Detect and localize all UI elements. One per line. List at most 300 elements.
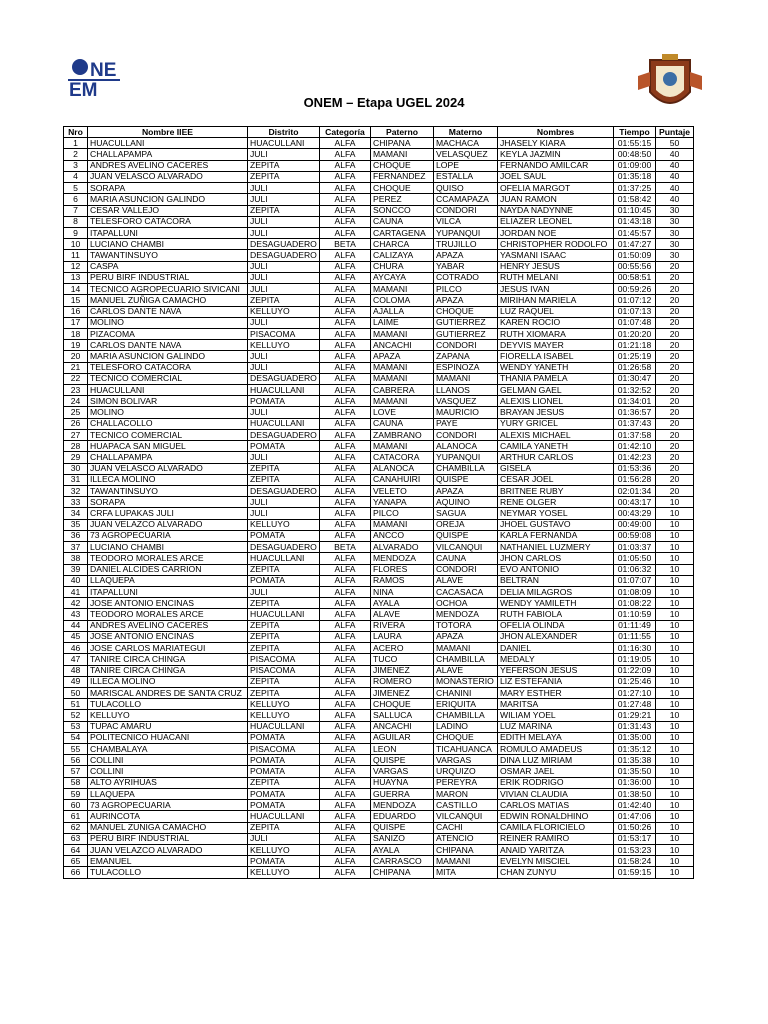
col-header-puntaje: Puntaje [656, 127, 694, 138]
cell-puntaje: 10 [656, 553, 694, 564]
cell-paterno: QUISPE [371, 755, 434, 766]
cell-puntaje: 10 [656, 811, 694, 822]
table-row [64, 856, 694, 867]
table-row [64, 631, 694, 642]
table-row [64, 261, 694, 272]
cell-distrito: JULI [248, 272, 320, 283]
cell-nombres: ALEXIS MICHAEL [498, 429, 614, 440]
cell-puntaje: 40 [656, 171, 694, 182]
table-row [64, 553, 694, 564]
cell-nro: 15 [64, 295, 88, 306]
cell-puntaje: 10 [656, 497, 694, 508]
cell-paterno: AYALA [371, 598, 434, 609]
cell-paterno: CHIPANA [371, 138, 434, 149]
cell-paterno: ANCCO [371, 530, 434, 541]
cell-distrito: DESAGUADERO [248, 429, 320, 440]
cell-materno: MITA [434, 867, 498, 878]
cell-nro: 41 [64, 586, 88, 597]
table-row [64, 542, 694, 553]
cell-nombres: THANIA PAMELA [498, 373, 614, 384]
cell-categoria: ALFA [320, 575, 371, 586]
cell-paterno: YANAPA [371, 497, 434, 508]
cell-nombres: JUAN RAMON [498, 194, 614, 205]
cell-nombre-iiee: MARIA ASUNCION GALINDO [88, 351, 248, 362]
cell-distrito: ZEPITA [248, 822, 320, 833]
cell-paterno: ANCACHI [371, 721, 434, 732]
cell-puntaje: 10 [656, 710, 694, 721]
cell-nombres: ANAID YARITZA [498, 845, 614, 856]
cell-materno: VARGAS [434, 755, 498, 766]
cell-nombres: BELTRAN [498, 575, 614, 586]
table-row [64, 418, 694, 429]
cell-materno: ESTALLA [434, 171, 498, 182]
cell-categoria: ALFA [320, 755, 371, 766]
cell-tiempo: 01:07:12 [614, 295, 656, 306]
cell-materno: LLANOS [434, 385, 498, 396]
table-row [64, 620, 694, 631]
table-row [64, 586, 694, 597]
cell-nombre-iiee: LUCIANO CHAMBI [88, 239, 248, 250]
table-row [64, 216, 694, 227]
cell-distrito: JULI [248, 833, 320, 844]
cell-categoria: ALFA [320, 441, 371, 452]
cell-nombre-iiee: CHALLAPAMPA [88, 452, 248, 463]
cell-categoria: ALFA [320, 138, 371, 149]
cell-nombre-iiee: JUAN VELASCO ALVARADO [88, 171, 248, 182]
table-row [64, 721, 694, 732]
cell-paterno: CARRASCO [371, 856, 434, 867]
cell-nro: 4 [64, 171, 88, 182]
cell-materno: CHAMBILLA [434, 463, 498, 474]
cell-categoria: ALFA [320, 373, 371, 384]
cell-puntaje: 20 [656, 429, 694, 440]
cell-paterno: MENDOZA [371, 800, 434, 811]
cell-nombre-iiee: TECNICO AGROPECUARIO SIVICANI [88, 284, 248, 295]
cell-nombres: NAYDA NADYNNE [498, 205, 614, 216]
cell-tiempo: 01:55:15 [614, 138, 656, 149]
cell-materno: MAMANI [434, 856, 498, 867]
header-row [64, 127, 694, 138]
table-row [64, 183, 694, 194]
cell-materno: YABAR [434, 261, 498, 272]
cell-nro: 55 [64, 744, 88, 755]
cell-nombres: ROMULO AMADEUS [498, 744, 614, 755]
cell-distrito: DESAGUADERO [248, 250, 320, 261]
cell-materno: CACASACA [434, 586, 498, 597]
cell-paterno: JIMENEZ [371, 665, 434, 676]
cell-paterno: ACERO [371, 643, 434, 654]
cell-tiempo: 00:43:17 [614, 497, 656, 508]
cell-categoria: ALFA [320, 317, 371, 328]
cell-distrito: KELLUYO [248, 306, 320, 317]
cell-paterno: ALVARADO [371, 542, 434, 553]
cell-tiempo: 01:21:18 [614, 340, 656, 351]
cell-materno: VELASQUEZ [434, 149, 498, 160]
cell-nro: 3 [64, 160, 88, 171]
cell-paterno: MAMANI [371, 519, 434, 530]
cell-nro: 7 [64, 205, 88, 216]
cell-categoria: ALFA [320, 194, 371, 205]
cell-nro: 40 [64, 575, 88, 586]
cell-puntaje: 10 [656, 620, 694, 631]
cell-distrito: PISACOMA [248, 654, 320, 665]
cell-nro: 29 [64, 452, 88, 463]
cell-tiempo: 00:48:50 [614, 149, 656, 160]
cell-puntaje: 20 [656, 272, 694, 283]
cell-tiempo: 01:30:47 [614, 373, 656, 384]
cell-puntaje: 20 [656, 407, 694, 418]
cell-puntaje: 10 [656, 564, 694, 575]
cell-nombre-iiee: JOSE ANTONIO ENCINAS [88, 598, 248, 609]
cell-paterno: MAMANI [371, 362, 434, 373]
cell-paterno: NINA [371, 586, 434, 597]
cell-nombres: HENRY JESUS [498, 261, 614, 272]
cell-paterno: LAIME [371, 317, 434, 328]
cell-materno: ATENCIO [434, 833, 498, 844]
cell-nombres: WENDY YAMILETH [498, 598, 614, 609]
cell-nro: 14 [64, 284, 88, 295]
cell-nombre-iiee: TEODORO MORALES ARCE [88, 553, 248, 564]
cell-puntaje: 10 [656, 699, 694, 710]
cell-nombres: EVELYN MISCIEL [498, 856, 614, 867]
cell-nombres: GISELA [498, 463, 614, 474]
cell-tiempo: 01:47:06 [614, 811, 656, 822]
cell-tiempo: 00:58:51 [614, 272, 656, 283]
cell-nro: 1 [64, 138, 88, 149]
cell-distrito: JULI [248, 407, 320, 418]
cell-materno: OCHOA [434, 598, 498, 609]
cell-categoria: ALFA [320, 732, 371, 743]
cell-nro: 17 [64, 317, 88, 328]
table-row [64, 429, 694, 440]
cell-nro: 9 [64, 227, 88, 238]
cell-distrito: HUACULLANI [248, 721, 320, 732]
cell-nro: 58 [64, 777, 88, 788]
cell-categoria: ALFA [320, 284, 371, 295]
cell-distrito: POMATA [248, 575, 320, 586]
cell-paterno: CATACORA [371, 452, 434, 463]
cell-categoria: ALFA [320, 295, 371, 306]
cell-tiempo: 01:25:19 [614, 351, 656, 362]
table-row [64, 609, 694, 620]
cell-puntaje: 10 [656, 687, 694, 698]
cell-tiempo: 01:11:55 [614, 631, 656, 642]
cell-nombres: MEDALY [498, 654, 614, 665]
cell-materno: CACHI [434, 822, 498, 833]
cell-nombre-iiee: DANIEL ALCIDES CARRION [88, 564, 248, 575]
cell-nro: 50 [64, 687, 88, 698]
table-row [64, 373, 694, 384]
cell-puntaje: 10 [656, 643, 694, 654]
table-row [64, 654, 694, 665]
table-row [64, 530, 694, 541]
cell-nro: 11 [64, 250, 88, 261]
cell-puntaje: 10 [656, 654, 694, 665]
cell-nro: 47 [64, 654, 88, 665]
cell-nombres: RUTH FABIOLA [498, 609, 614, 620]
table-row [64, 250, 694, 261]
cell-categoria: ALFA [320, 205, 371, 216]
cell-tiempo: 01:35:38 [614, 755, 656, 766]
cell-nombre-iiee: CHALLACOLLO [88, 418, 248, 429]
cell-distrito: HUACULLANI [248, 609, 320, 620]
cell-nombres: LUZ MARINA [498, 721, 614, 732]
cell-tiempo: 01:32:52 [614, 385, 656, 396]
cell-nombres: ARTHUR CARLOS [498, 452, 614, 463]
cell-puntaje: 20 [656, 284, 694, 295]
table-row [64, 171, 694, 182]
cell-distrito: POMATA [248, 788, 320, 799]
cell-distrito: HUACULLANI [248, 811, 320, 822]
cell-nro: 2 [64, 149, 88, 160]
cell-puntaje: 10 [656, 845, 694, 856]
cell-categoria: ALFA [320, 272, 371, 283]
cell-paterno: SONCCO [371, 205, 434, 216]
cell-categoria: ALFA [320, 867, 371, 878]
cell-paterno: MAMANI [371, 284, 434, 295]
table-row [64, 205, 694, 216]
cell-nombres: WILIAM YOEL [498, 710, 614, 721]
table-row [64, 744, 694, 755]
table-row [64, 867, 694, 878]
cell-puntaje: 20 [656, 396, 694, 407]
cell-distrito: JULI [248, 497, 320, 508]
cell-tiempo: 01:07:07 [614, 575, 656, 586]
cell-materno: CONDORI [434, 205, 498, 216]
cell-categoria: ALFA [320, 744, 371, 755]
cell-categoria: ALFA [320, 362, 371, 373]
cell-paterno: ALANOCA [371, 463, 434, 474]
cell-materno: VILCANQUI [434, 542, 498, 553]
cell-nombre-iiee: TANIRE CIRCA CHINGA [88, 654, 248, 665]
cell-tiempo: 01:36:57 [614, 407, 656, 418]
cell-categoria: ALFA [320, 149, 371, 160]
col-header-nombre-iiee: Nombre IIEE [88, 127, 248, 138]
cell-nombres: KAREN ROCIO [498, 317, 614, 328]
cell-paterno: LOVE [371, 407, 434, 418]
cell-nro: 16 [64, 306, 88, 317]
cell-distrito: JULI [248, 452, 320, 463]
cell-nombre-iiee: TANIRE CIRCA CHINGA [88, 665, 248, 676]
cell-nro: 27 [64, 429, 88, 440]
cell-nombre-iiee: CARLOS DANTE NAVA [88, 306, 248, 317]
cell-nombres: CHAN ZUNYU [498, 867, 614, 878]
cell-nombre-iiee: TULACOLLO [88, 699, 248, 710]
cell-categoria: BETA [320, 542, 371, 553]
cell-tiempo: 01:03:37 [614, 542, 656, 553]
cell-nombre-iiee: ITAPALLUNI [88, 586, 248, 597]
cell-materno: MACHACA [434, 138, 498, 149]
cell-puntaje: 20 [656, 474, 694, 485]
cell-categoria: ALFA [320, 418, 371, 429]
cell-materno: CHIPANA [434, 845, 498, 856]
cell-distrito: KELLUYO [248, 845, 320, 856]
cell-nombre-iiee: LLAQUEPA [88, 788, 248, 799]
cell-materno: MONASTERIO [434, 676, 498, 687]
cell-nombres: VIVIAN CLAUDIA [498, 788, 614, 799]
cell-distrito: JULI [248, 261, 320, 272]
cell-materno: VILCANQUI [434, 811, 498, 822]
cell-tiempo: 01:35:00 [614, 732, 656, 743]
cell-categoria: ALFA [320, 429, 371, 440]
cell-materno: APAZA [434, 250, 498, 261]
cell-paterno: SALLUCA [371, 710, 434, 721]
cell-nombre-iiee: HUACULLANI [88, 385, 248, 396]
cell-nombre-iiee: ILLECA MOLINO [88, 676, 248, 687]
cell-distrito: KELLUYO [248, 710, 320, 721]
table-row [64, 272, 694, 283]
cell-nombre-iiee: CESAR VALLEJO [88, 205, 248, 216]
cell-nro: 52 [64, 710, 88, 721]
cell-nro: 64 [64, 845, 88, 856]
cell-nro: 61 [64, 811, 88, 822]
cell-tiempo: 01:10:45 [614, 205, 656, 216]
cell-categoria: ALFA [320, 631, 371, 642]
cell-nombre-iiee: JOSE ANTONIO ENCINAS [88, 631, 248, 642]
cell-tiempo: 02:01:34 [614, 486, 656, 497]
cell-nombre-iiee: TELESFORO CATACORA [88, 216, 248, 227]
cell-nombres: RENE OLGER [498, 497, 614, 508]
table-row [64, 351, 694, 362]
cell-distrito: POMATA [248, 732, 320, 743]
cell-nombres: CARLOS MATIAS [498, 800, 614, 811]
cell-paterno: CHARCA [371, 239, 434, 250]
cell-nombres: JORDAN NOE [498, 227, 614, 238]
cell-materno: QUISPE [434, 474, 498, 485]
cell-tiempo: 00:55:56 [614, 261, 656, 272]
table-row [64, 732, 694, 743]
cell-tiempo: 01:31:43 [614, 721, 656, 732]
cell-categoria: ALFA [320, 385, 371, 396]
cell-paterno: MAMANI [371, 373, 434, 384]
cell-puntaje: 20 [656, 486, 694, 497]
cell-nro: 39 [64, 564, 88, 575]
cell-distrito: ZEPITA [248, 474, 320, 485]
cell-puntaje: 20 [656, 441, 694, 452]
cell-paterno: CHOQUE [371, 160, 434, 171]
cell-nombres: ALEXIS LIONEL [498, 396, 614, 407]
cell-paterno: LAURA [371, 631, 434, 642]
cell-paterno: AGUILAR [371, 732, 434, 743]
cell-paterno: CANAHUIRI [371, 474, 434, 485]
col-header-distrito: Distrito [248, 127, 320, 138]
table-row [64, 766, 694, 777]
table-row [64, 340, 694, 351]
cell-nombre-iiee: HUAPACA SAN MIGUEL [88, 441, 248, 452]
cell-categoria: ALFA [320, 530, 371, 541]
cell-nro: 13 [64, 272, 88, 283]
cell-puntaje: 10 [656, 755, 694, 766]
cell-paterno: CAUNA [371, 216, 434, 227]
cell-categoria: ALFA [320, 553, 371, 564]
cell-tiempo: 01:08:09 [614, 586, 656, 597]
cell-nombres: MARY ESTHER [498, 687, 614, 698]
cell-nombres: YEFERSON JESUS [498, 665, 614, 676]
cell-categoria: ALFA [320, 497, 371, 508]
cell-paterno: CARTAGENA [371, 227, 434, 238]
cell-distrito: ZEPITA [248, 643, 320, 654]
cell-nro: 43 [64, 609, 88, 620]
cell-categoria: ALFA [320, 777, 371, 788]
cell-materno: VASQUEZ [434, 396, 498, 407]
cell-tiempo: 01:05:50 [614, 553, 656, 564]
cell-nombres: RUTH XIOMARA [498, 328, 614, 339]
cell-paterno: MENDOZA [371, 553, 434, 564]
cell-nombre-iiee: PIZACOMA [88, 328, 248, 339]
cell-distrito: KELLUYO [248, 699, 320, 710]
cell-nombres: OFELIA MARGOT [498, 183, 614, 194]
cell-nombre-iiee: TAWANTINSUYO [88, 250, 248, 261]
cell-distrito: JULI [248, 284, 320, 295]
cell-distrito: HUACULLANI [248, 418, 320, 429]
cell-nombre-iiee: PERU BIRF INDUSTRIAL [88, 833, 248, 844]
cell-puntaje: 20 [656, 351, 694, 362]
cell-paterno: AYCAYA [371, 272, 434, 283]
cell-paterno: HUAYNA [371, 777, 434, 788]
cell-nombres: DELIA MILAGROS [498, 586, 614, 597]
cell-nombres: BRITNEE RUBY [498, 486, 614, 497]
cell-tiempo: 01:53:17 [614, 833, 656, 844]
cell-distrito: POMATA [248, 755, 320, 766]
cell-categoria: ALFA [320, 620, 371, 631]
table-row [64, 295, 694, 306]
cell-categoria: BETA [320, 239, 371, 250]
cell-materno: MARON [434, 788, 498, 799]
cell-paterno: SANIZO [371, 833, 434, 844]
table-row [64, 407, 694, 418]
cell-nombre-iiee: ILLECA MOLINO [88, 474, 248, 485]
table-row [64, 811, 694, 822]
cell-categoria: ALFA [320, 822, 371, 833]
cell-nro: 37 [64, 542, 88, 553]
table-row [64, 845, 694, 856]
cell-nombres: FIORELLA ISABEL [498, 351, 614, 362]
cell-nombres: GELMAN GAEL [498, 385, 614, 396]
cell-materno: PAYE [434, 418, 498, 429]
cell-nro: 49 [64, 676, 88, 687]
cell-tiempo: 01:35:18 [614, 171, 656, 182]
cell-tiempo: 01:20:20 [614, 328, 656, 339]
cell-paterno: MAMANI [371, 328, 434, 339]
cell-materno: ALANOCA [434, 441, 498, 452]
table-row [64, 474, 694, 485]
cell-tiempo: 01:45:57 [614, 227, 656, 238]
cell-puntaje: 30 [656, 227, 694, 238]
cell-categoria: ALFA [320, 811, 371, 822]
cell-distrito: ZEPITA [248, 295, 320, 306]
cell-materno: APAZA [434, 631, 498, 642]
cell-nro: 45 [64, 631, 88, 642]
cell-tiempo: 01:27:48 [614, 699, 656, 710]
cell-puntaje: 20 [656, 306, 694, 317]
cell-materno: CONDORI [434, 429, 498, 440]
cell-puntaje: 40 [656, 183, 694, 194]
cell-nombre-iiee: LUCIANO CHAMBI [88, 542, 248, 553]
table-row [64, 575, 694, 586]
cell-distrito: KELLUYO [248, 867, 320, 878]
cell-materno: CHAMBILLA [434, 710, 498, 721]
cell-materno: VILCA [434, 216, 498, 227]
cell-tiempo: 01:37:43 [614, 418, 656, 429]
cell-nombre-iiee: TULACOLLO [88, 867, 248, 878]
col-header-categoria: Categoría [320, 127, 371, 138]
cell-paterno: ROMERO [371, 676, 434, 687]
cell-materno: ZAPANA [434, 351, 498, 362]
cell-nro: 38 [64, 553, 88, 564]
cell-paterno: TUCO [371, 654, 434, 665]
cell-paterno: AYALA [371, 845, 434, 856]
cell-paterno: CHIPANA [371, 867, 434, 878]
